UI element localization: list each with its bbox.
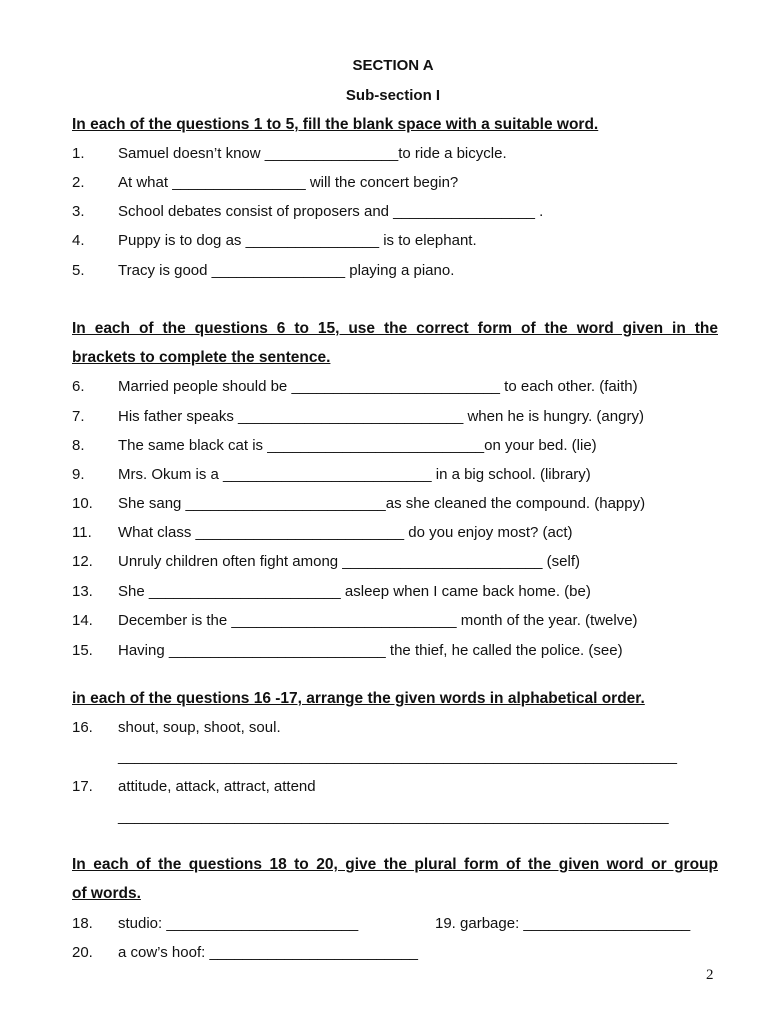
question-9: 9. Mrs. Okum is a _________________________ in a big school. (library) [72, 466, 591, 483]
question-18: 18. studio: _______________________ [72, 915, 359, 932]
part2-instruction-line1: In each of the questions 6 to 15, use the correct form of the word given in the [72, 320, 718, 337]
section-title: SECTION A [352, 57, 434, 74]
question-6: 6. Married people should be _________________________ to each other. (faith) [72, 378, 638, 395]
part4-instruction-line1: In each of the questions 18 to 20, give the plural form of the given word or group [72, 856, 718, 873]
question-2: 2. At what ________________ will the concert begin? [72, 174, 459, 191]
part4-instruction-line2: of words. [72, 885, 141, 902]
question-19: 19. garbage: ____________________ [435, 915, 691, 932]
question-14: 14. December is the ___________________________ month of the year. (twelve) [72, 612, 638, 629]
question-20: 20. a cow’s hoof: _________________________ [72, 944, 418, 961]
question-15: 15. Having __________________________ the thief, he called the police. (see) [72, 642, 623, 659]
question-1: 1. Samuel doesn’t know ________________to ride a bicycle. [72, 145, 507, 162]
part3-instruction: in each of the questions 16 -17, arrange the given words in alphabetical order. [72, 690, 645, 707]
question-17-answer-line: __________________________________________________________________ [118, 808, 669, 825]
question-3: 3. School debates consist of proposers and _________________ . [72, 203, 544, 220]
part2-instruction-line2: brackets to complete the sentence. [72, 349, 331, 366]
question-13: 13. She _______________________ asleep when I came back home. (be) [72, 583, 591, 600]
subsection-title: Sub-section I [345, 87, 441, 104]
question-8: 8. The same black cat is __________________________on your bed. (lie) [72, 437, 597, 454]
question-7: 7. His father speaks ___________________________ when he is hungry. (angry) [72, 408, 644, 425]
question-16: 16. shout, soup, shoot, soul. [72, 719, 281, 736]
question-17: 17. attitude, attack, attract, attend [72, 778, 316, 795]
question-16-answer-line: ___________________________________________________________________ [118, 748, 677, 765]
part1-instruction: In each of the questions 1 to 5, fill the blank space with a suitable word. [72, 116, 599, 133]
question-4: 4. Puppy is to dog as ________________ is to elephant. [72, 232, 477, 249]
question-12: 12. Unruly children often fight among ________________________ (self) [72, 553, 581, 570]
question-11: 11. What class _________________________ do you enjoy most? (act) [72, 524, 573, 541]
page-number: 2 [706, 967, 714, 983]
question-10: 10. She sang ________________________as she cleaned the compound. (happy) [72, 495, 646, 512]
question-5: 5. Tracy is good ________________ playing a piano. [72, 262, 455, 279]
